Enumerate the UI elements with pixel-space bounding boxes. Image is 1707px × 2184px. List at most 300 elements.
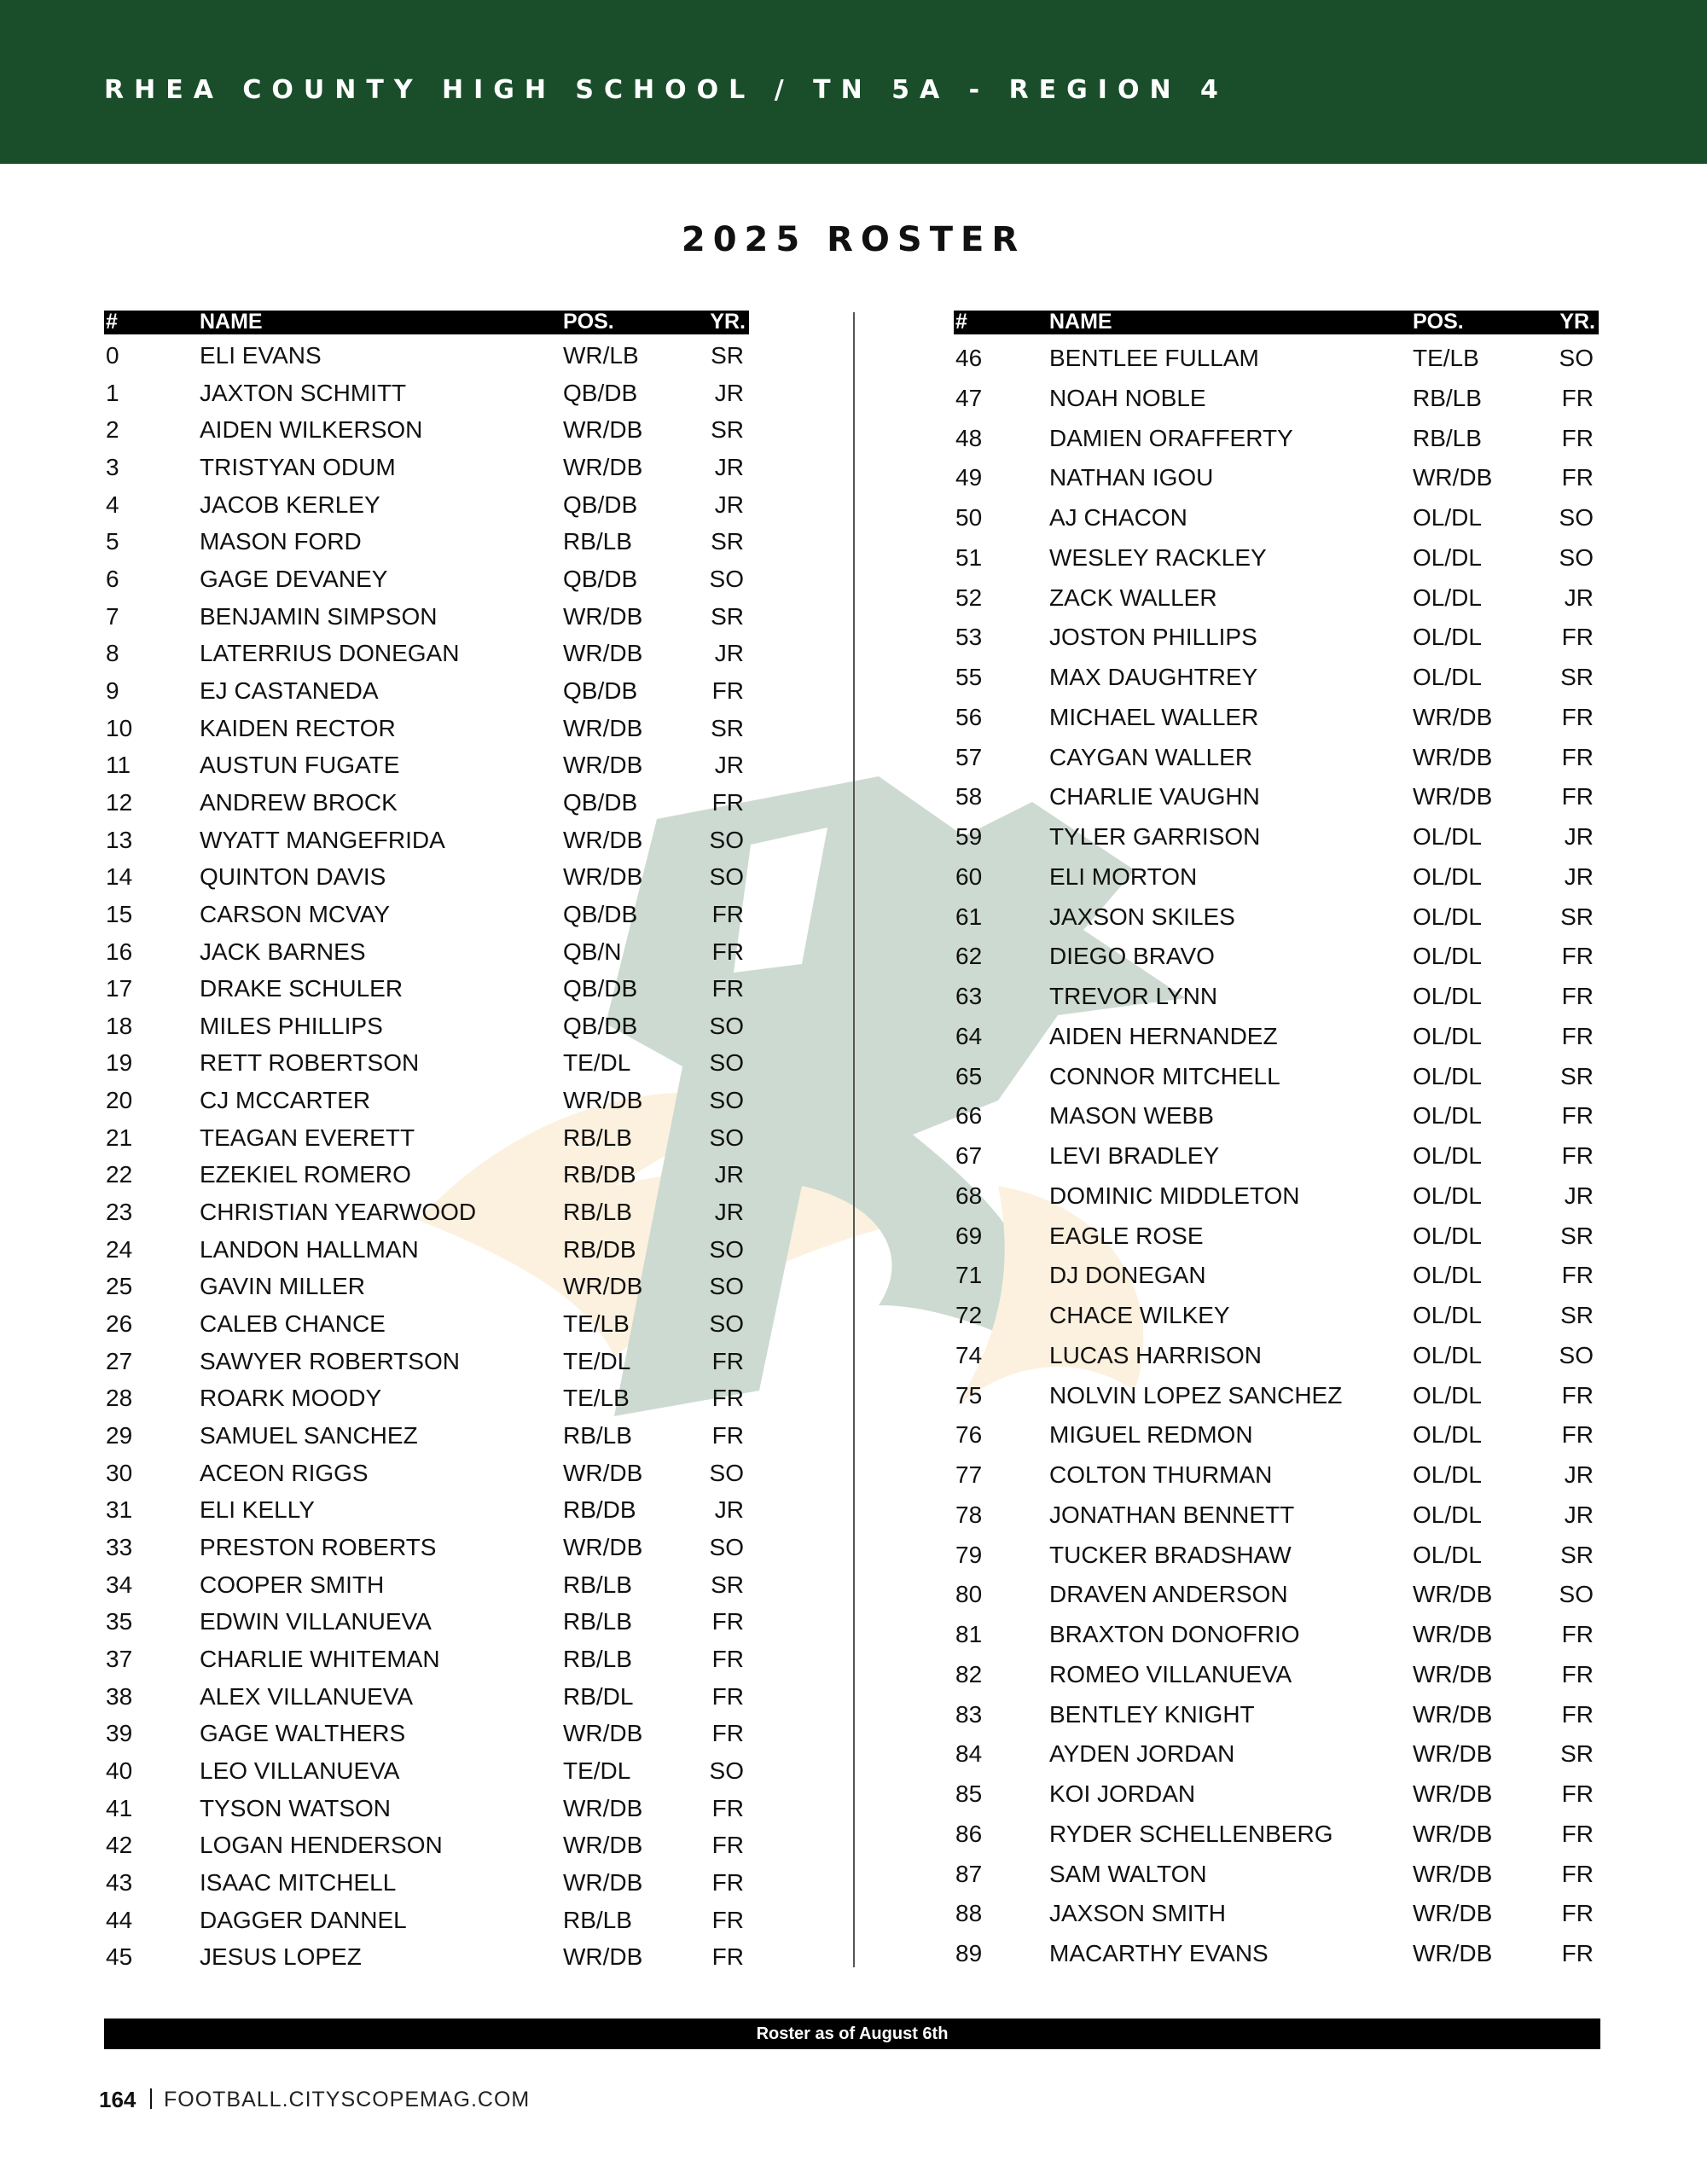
player-name: MICHAEL WALLER: [1049, 703, 1259, 730]
player-position: QB/N: [563, 938, 622, 965]
player-position: RB/LB: [563, 1199, 632, 1226]
player-position: WR/DB: [563, 640, 643, 667]
player-number: 3: [106, 453, 119, 480]
player-name: CALEB CHANCE: [200, 1310, 386, 1338]
player-year: FR: [1561, 1022, 1594, 1049]
table-row: [104, 409, 749, 446]
player-position: OL/DL: [1413, 1501, 1482, 1528]
player-name: DAGGER DANNEL: [200, 1906, 407, 1933]
table-row: [954, 1372, 1599, 1412]
player-year: JR: [714, 1161, 744, 1188]
player-number: 83: [955, 1700, 983, 1728]
player-position: TE/LB: [563, 1385, 630, 1412]
header-num: #: [955, 310, 967, 334]
player-year: SR: [711, 528, 744, 555]
player-year: FR: [711, 1347, 744, 1374]
player-name: LANDON HALLMAN: [200, 1235, 419, 1263]
player-number: 71: [955, 1262, 983, 1289]
player-name: NATHAN IGOU: [1049, 464, 1214, 491]
player-year: SO: [709, 1757, 744, 1784]
table-row: [954, 893, 1599, 933]
table-row: [104, 372, 749, 410]
player-year: JR: [714, 491, 744, 518]
player-year: FR: [711, 975, 744, 1002]
player-name: CJ MCCARTER: [200, 1087, 371, 1114]
player-position: TE/DL: [563, 1049, 631, 1077]
player-name: BENTLEY KNIGHT: [1049, 1700, 1255, 1728]
player-name: NOAH NOBLE: [1049, 384, 1206, 411]
player-number: 52: [955, 584, 983, 611]
player-name: DJ DONEGAN: [1049, 1262, 1206, 1289]
page-separator: [150, 2088, 152, 2109]
player-year: FR: [1561, 1700, 1594, 1728]
player-position: OL/DL: [1413, 624, 1482, 651]
player-number: 41: [106, 1794, 133, 1821]
table-row: [104, 670, 749, 707]
player-position: QB/DB: [563, 788, 638, 816]
player-year: SR: [711, 1571, 744, 1598]
table-row: [954, 534, 1599, 574]
table-row: [954, 1451, 1599, 1491]
player-year: FR: [711, 1906, 744, 1933]
player-year: SO: [709, 826, 744, 853]
player-name: CARSON MCVAY: [200, 900, 390, 927]
table-row: [104, 1750, 749, 1787]
player-name: TUCKER BRADSHAW: [1049, 1541, 1292, 1568]
player-position: WR/DB: [1413, 1660, 1493, 1687]
player-number: 63: [955, 983, 983, 1009]
player-position: WR/DB: [563, 1868, 643, 1896]
player-number: 79: [955, 1541, 983, 1568]
player-year: FR: [711, 1832, 744, 1859]
player-name: TRISTYAN ODUM: [200, 453, 396, 480]
header-num: #: [106, 310, 118, 334]
player-name: EAGLE ROSE: [1049, 1222, 1204, 1249]
table-row: [954, 1930, 1599, 1970]
player-number: 12: [106, 788, 133, 816]
player-number: 72: [955, 1302, 983, 1328]
table-row: [954, 973, 1599, 1013]
player-number: 44: [106, 1906, 133, 1933]
player-year: JR: [714, 379, 744, 406]
player-number: 56: [955, 703, 983, 730]
player-name: LATERRIUS DONEGAN: [200, 640, 460, 667]
player-number: 78: [955, 1501, 983, 1528]
table-row: [104, 1899, 749, 1937]
player-year: SR: [711, 602, 744, 630]
player-name: EJ CASTANEDA: [200, 677, 379, 704]
table-row: [104, 819, 749, 857]
table-header: [104, 311, 749, 334]
player-position: WR/DB: [563, 1534, 643, 1560]
player-number: 13: [106, 826, 133, 853]
player-number: 53: [955, 624, 983, 651]
player-position: WR/DB: [563, 1832, 643, 1859]
table-row: [954, 694, 1599, 734]
table-row: [954, 853, 1599, 893]
player-year: SO: [709, 1124, 744, 1151]
player-position: TE/DL: [563, 1347, 631, 1374]
player-number: 48: [955, 424, 983, 451]
player-position: RB/DL: [563, 1682, 634, 1710]
player-name: MASON FORD: [200, 528, 362, 555]
player-number: 38: [106, 1682, 133, 1710]
player-number: 19: [106, 1049, 133, 1077]
table-row: [104, 1117, 749, 1154]
roster-rows-right: [954, 334, 1599, 1970]
player-name: AYDEN JORDAN: [1049, 1740, 1235, 1768]
table-row: [104, 1862, 749, 1899]
header-pos: POS.: [563, 310, 614, 334]
player-year: FR: [711, 1645, 744, 1672]
player-number: 22: [106, 1161, 133, 1188]
player-number: 24: [106, 1235, 133, 1263]
table-row: [104, 632, 749, 670]
player-year: SR: [1560, 1740, 1594, 1768]
table-row: [104, 1340, 749, 1378]
player-year: FR: [1561, 703, 1594, 730]
player-year: FR: [711, 900, 744, 927]
player-number: 10: [106, 714, 133, 741]
player-year: FR: [711, 1794, 744, 1821]
player-number: 74: [955, 1341, 983, 1368]
player-position: OL/DL: [1413, 1022, 1482, 1049]
roster-table-right: [954, 311, 1599, 1970]
player-position: WR/DB: [563, 453, 643, 480]
player-year: SO: [1559, 345, 1594, 371]
player-name: COLTON THURMAN: [1049, 1461, 1273, 1488]
player-name: MACARTHY EVANS: [1049, 1940, 1269, 1966]
player-name: JACOB KERLEY: [200, 491, 380, 518]
player-name: JAXSON SKILES: [1049, 903, 1235, 930]
player-year: SO: [709, 565, 744, 592]
player-year: SO: [1559, 504, 1594, 531]
player-number: 25: [106, 1273, 133, 1300]
player-name: BENTLEE FULLAM: [1049, 345, 1259, 371]
player-name: LOGAN HENDERSON: [200, 1832, 443, 1859]
player-position: RB/LB: [1413, 424, 1482, 451]
player-year: FR: [711, 1608, 744, 1635]
player-name: JOSTON PHILLIPS: [1049, 624, 1257, 651]
player-position: RB/DB: [563, 1161, 636, 1188]
table-row: [104, 1191, 749, 1228]
player-position: RB/LB: [563, 528, 632, 555]
player-number: 34: [106, 1571, 133, 1598]
table-row: [104, 781, 749, 819]
player-year: SR: [711, 714, 744, 741]
player-number: 30: [106, 1459, 133, 1486]
page-url: FOOTBALL.CITYSCOPEMAG.COM: [164, 2088, 531, 2111]
player-year: FR: [1561, 464, 1594, 491]
header-name: NAME: [1049, 310, 1112, 334]
player-position: OL/DL: [1413, 543, 1482, 571]
player-number: 62: [955, 943, 983, 970]
player-name: SAM WALTON: [1049, 1860, 1207, 1887]
player-name: TYLER GARRISON: [1049, 823, 1261, 850]
player-position: WR/DB: [1413, 1621, 1493, 1647]
table-row: [954, 334, 1599, 375]
table-row: [954, 1730, 1599, 1770]
player-number: 55: [955, 664, 983, 690]
player-year: FR: [711, 1682, 744, 1710]
player-position: RB/LB: [563, 1906, 632, 1933]
player-year: FR: [1561, 1660, 1594, 1687]
player-number: 0: [106, 342, 119, 369]
player-number: 21: [106, 1124, 133, 1151]
player-number: 42: [106, 1832, 133, 1859]
table-row: [104, 558, 749, 595]
table-row: [954, 1770, 1599, 1810]
player-name: JONATHAN BENNETT: [1049, 1501, 1295, 1528]
player-year: FR: [1561, 1860, 1594, 1887]
table-row: [104, 1526, 749, 1564]
player-name: MAX DAUGHTREY: [1049, 664, 1258, 690]
table-row: [954, 375, 1599, 415]
player-year: FR: [1561, 1421, 1594, 1449]
player-name: DIEGO BRAVO: [1049, 943, 1215, 970]
table-row: [954, 1491, 1599, 1531]
player-name: SAWYER ROBERTSON: [200, 1347, 460, 1374]
table-row: [104, 893, 749, 931]
table-row: [104, 1676, 749, 1713]
player-number: 20: [106, 1087, 133, 1114]
player-position: WR/DB: [1413, 783, 1493, 810]
player-number: 35: [106, 1608, 133, 1635]
player-position: RB/DB: [563, 1496, 636, 1524]
player-year: JR: [1564, 863, 1594, 890]
player-number: 33: [106, 1534, 133, 1560]
player-position: WR/DB: [563, 1943, 643, 1971]
player-position: OL/DL: [1413, 863, 1482, 890]
player-number: 14: [106, 863, 133, 891]
player-year: FR: [711, 1385, 744, 1412]
player-name: ISAAC MITCHELL: [200, 1868, 397, 1896]
player-year: FR: [1561, 384, 1594, 411]
player-number: 40: [106, 1757, 133, 1784]
header-yr: YR.: [1559, 310, 1595, 334]
player-name: LEVI BRADLEY: [1049, 1142, 1220, 1169]
player-name: DRAVEN ANDERSON: [1049, 1581, 1288, 1608]
player-name: DRAKE SCHULER: [200, 975, 404, 1002]
table-row: [954, 1411, 1599, 1451]
player-number: 66: [955, 1102, 983, 1130]
player-number: 37: [106, 1645, 133, 1672]
player-name: KAIDEN RECTOR: [200, 714, 396, 741]
player-number: 64: [955, 1022, 983, 1049]
table-row: [954, 653, 1599, 694]
player-name: CONNOR MITCHELL: [1049, 1062, 1280, 1089]
table-row: [954, 454, 1599, 494]
player-year: FR: [1561, 1142, 1594, 1169]
table-row: [104, 1824, 749, 1862]
table-row: [104, 1936, 749, 1973]
player-year: JR: [1564, 1461, 1594, 1488]
player-year: FR: [1561, 1900, 1594, 1927]
table-row: [104, 1303, 749, 1340]
player-year: JR: [1564, 584, 1594, 611]
header-title: RHEA COUNTY HIGH SCHOOL / TN 5A - REGION 4: [104, 75, 1228, 105]
table-row: [954, 1651, 1599, 1691]
player-number: 88: [955, 1900, 983, 1927]
table-row: [954, 932, 1599, 973]
player-name: ZACK WALLER: [1049, 584, 1217, 611]
player-year: FR: [1561, 1262, 1594, 1289]
player-name: BENJAMIN SIMPSON: [200, 602, 438, 630]
player-number: 18: [106, 1012, 133, 1039]
table-row: [104, 520, 749, 558]
table-row: [954, 1890, 1599, 1930]
player-name: ROMEO VILLANUEVA: [1049, 1660, 1292, 1687]
player-year: FR: [711, 938, 744, 965]
table-row: [954, 415, 1599, 455]
player-name: COOPER SMITH: [200, 1571, 385, 1598]
player-position: WR/DB: [563, 1459, 643, 1486]
player-name: CHARLIE WHITEMAN: [200, 1645, 440, 1672]
player-year: FR: [711, 1943, 744, 1971]
player-number: 7: [106, 602, 119, 630]
player-position: QB/DB: [563, 565, 638, 592]
player-name: RETT ROBERTSON: [200, 1049, 420, 1077]
player-name: TREVOR LYNN: [1049, 983, 1218, 1009]
table-row: [104, 446, 749, 484]
player-number: 89: [955, 1940, 983, 1966]
table-row: [954, 574, 1599, 614]
player-year: FR: [711, 1868, 744, 1896]
player-position: WR/DB: [563, 602, 643, 630]
player-position: OL/DL: [1413, 1222, 1482, 1249]
player-name: EZEKIEL ROMERO: [200, 1161, 411, 1188]
player-number: 58: [955, 783, 983, 810]
player-name: JAXSON SMITH: [1049, 1900, 1226, 1927]
player-number: 16: [106, 938, 133, 965]
player-year: FR: [711, 788, 744, 816]
table-row: [954, 773, 1599, 813]
player-number: 17: [106, 975, 133, 1002]
player-number: 2: [106, 416, 119, 444]
table-row: [954, 813, 1599, 853]
table-row: [104, 967, 749, 1005]
player-name: MIGUEL REDMON: [1049, 1421, 1253, 1449]
table-row: [104, 1228, 749, 1266]
table-row: [954, 1013, 1599, 1053]
player-number: 57: [955, 743, 983, 770]
player-position: OL/DL: [1413, 1302, 1482, 1328]
player-position: QB/DB: [563, 900, 638, 927]
table-row: [104, 1638, 749, 1676]
column-divider: [853, 312, 855, 1967]
player-year: JR: [1564, 823, 1594, 850]
player-position: WR/DB: [1413, 1740, 1493, 1768]
player-number: 60: [955, 863, 983, 890]
player-position: WR/DB: [563, 1720, 643, 1747]
player-year: JR: [714, 752, 744, 779]
player-year: SO: [709, 1273, 744, 1300]
player-position: WR/DB: [563, 416, 643, 444]
player-name: JESUS LOPEZ: [200, 1943, 362, 1971]
player-year: SR: [711, 342, 744, 369]
player-position: TE/LB: [1413, 345, 1479, 371]
player-number: 15: [106, 900, 133, 927]
player-position: RB/LB: [563, 1608, 632, 1635]
player-year: FR: [1561, 943, 1594, 970]
player-number: 23: [106, 1199, 133, 1226]
player-name: ROARK MOODY: [200, 1385, 382, 1412]
player-number: 81: [955, 1621, 983, 1647]
player-year: SO: [1559, 1341, 1594, 1368]
player-number: 77: [955, 1461, 983, 1488]
page-number: 164: [99, 2087, 136, 2112]
player-position: OL/DL: [1413, 903, 1482, 930]
player-year: SO: [709, 1087, 744, 1114]
table-row: [104, 744, 749, 781]
player-position: WR/DB: [1413, 1780, 1493, 1807]
table-row: [954, 1053, 1599, 1093]
player-number: 69: [955, 1222, 983, 1249]
player-year: SO: [709, 1534, 744, 1560]
player-year: JR: [714, 1496, 744, 1524]
player-year: SR: [1560, 664, 1594, 690]
player-year: FR: [1561, 1381, 1594, 1409]
player-number: 50: [955, 504, 983, 531]
roster-title: 2025 ROSTER: [681, 220, 1026, 259]
player-name: EDWIN VILLANUEVA: [200, 1608, 432, 1635]
player-number: 47: [955, 384, 983, 411]
player-number: 6: [106, 565, 119, 592]
player-position: WR/DB: [1413, 1700, 1493, 1728]
player-position: OL/DL: [1413, 1381, 1482, 1409]
player-year: FR: [1561, 783, 1594, 810]
player-name: GAVIN MILLER: [200, 1273, 365, 1300]
player-name: NOLVIN LOPEZ SANCHEZ: [1049, 1381, 1343, 1409]
table-row: [104, 1005, 749, 1043]
table-row: [954, 1292, 1599, 1332]
player-name: ALEX VILLANUEVA: [200, 1682, 414, 1710]
table-row: [104, 334, 749, 372]
table-row: [954, 1691, 1599, 1731]
table-row: [104, 1265, 749, 1303]
player-number: 59: [955, 823, 983, 850]
player-position: WR/DB: [1413, 464, 1493, 491]
table-header: [954, 311, 1599, 334]
player-position: OL/DL: [1413, 1062, 1482, 1089]
player-position: WR/DB: [563, 1794, 643, 1821]
player-name: AJ CHACON: [1049, 504, 1187, 531]
player-position: WR/LB: [563, 342, 639, 369]
header-yr: YR.: [710, 310, 746, 334]
player-name: BRAXTON DONOFRIO: [1049, 1621, 1300, 1647]
player-name: GAGE WALTHERS: [200, 1720, 406, 1747]
player-position: QB/DB: [563, 1012, 638, 1039]
player-name: SAMUEL SANCHEZ: [200, 1422, 418, 1449]
table-row: [104, 1414, 749, 1452]
player-position: OL/DL: [1413, 983, 1482, 1009]
player-name: AUSTUN FUGATE: [200, 752, 400, 779]
player-position: WR/DB: [1413, 743, 1493, 770]
player-number: 49: [955, 464, 983, 491]
player-position: RB/LB: [563, 1422, 632, 1449]
player-number: 86: [955, 1820, 983, 1847]
player-name: GAGE DEVANEY: [200, 565, 388, 592]
player-number: 4: [106, 491, 119, 518]
table-row: [104, 484, 749, 521]
player-number: 84: [955, 1740, 983, 1768]
player-number: 61: [955, 903, 983, 930]
player-position: WR/DB: [1413, 1820, 1493, 1847]
player-position: TE/DL: [563, 1757, 631, 1784]
player-number: 68: [955, 1182, 983, 1209]
player-year: SR: [1560, 1222, 1594, 1249]
table-row: [954, 613, 1599, 653]
